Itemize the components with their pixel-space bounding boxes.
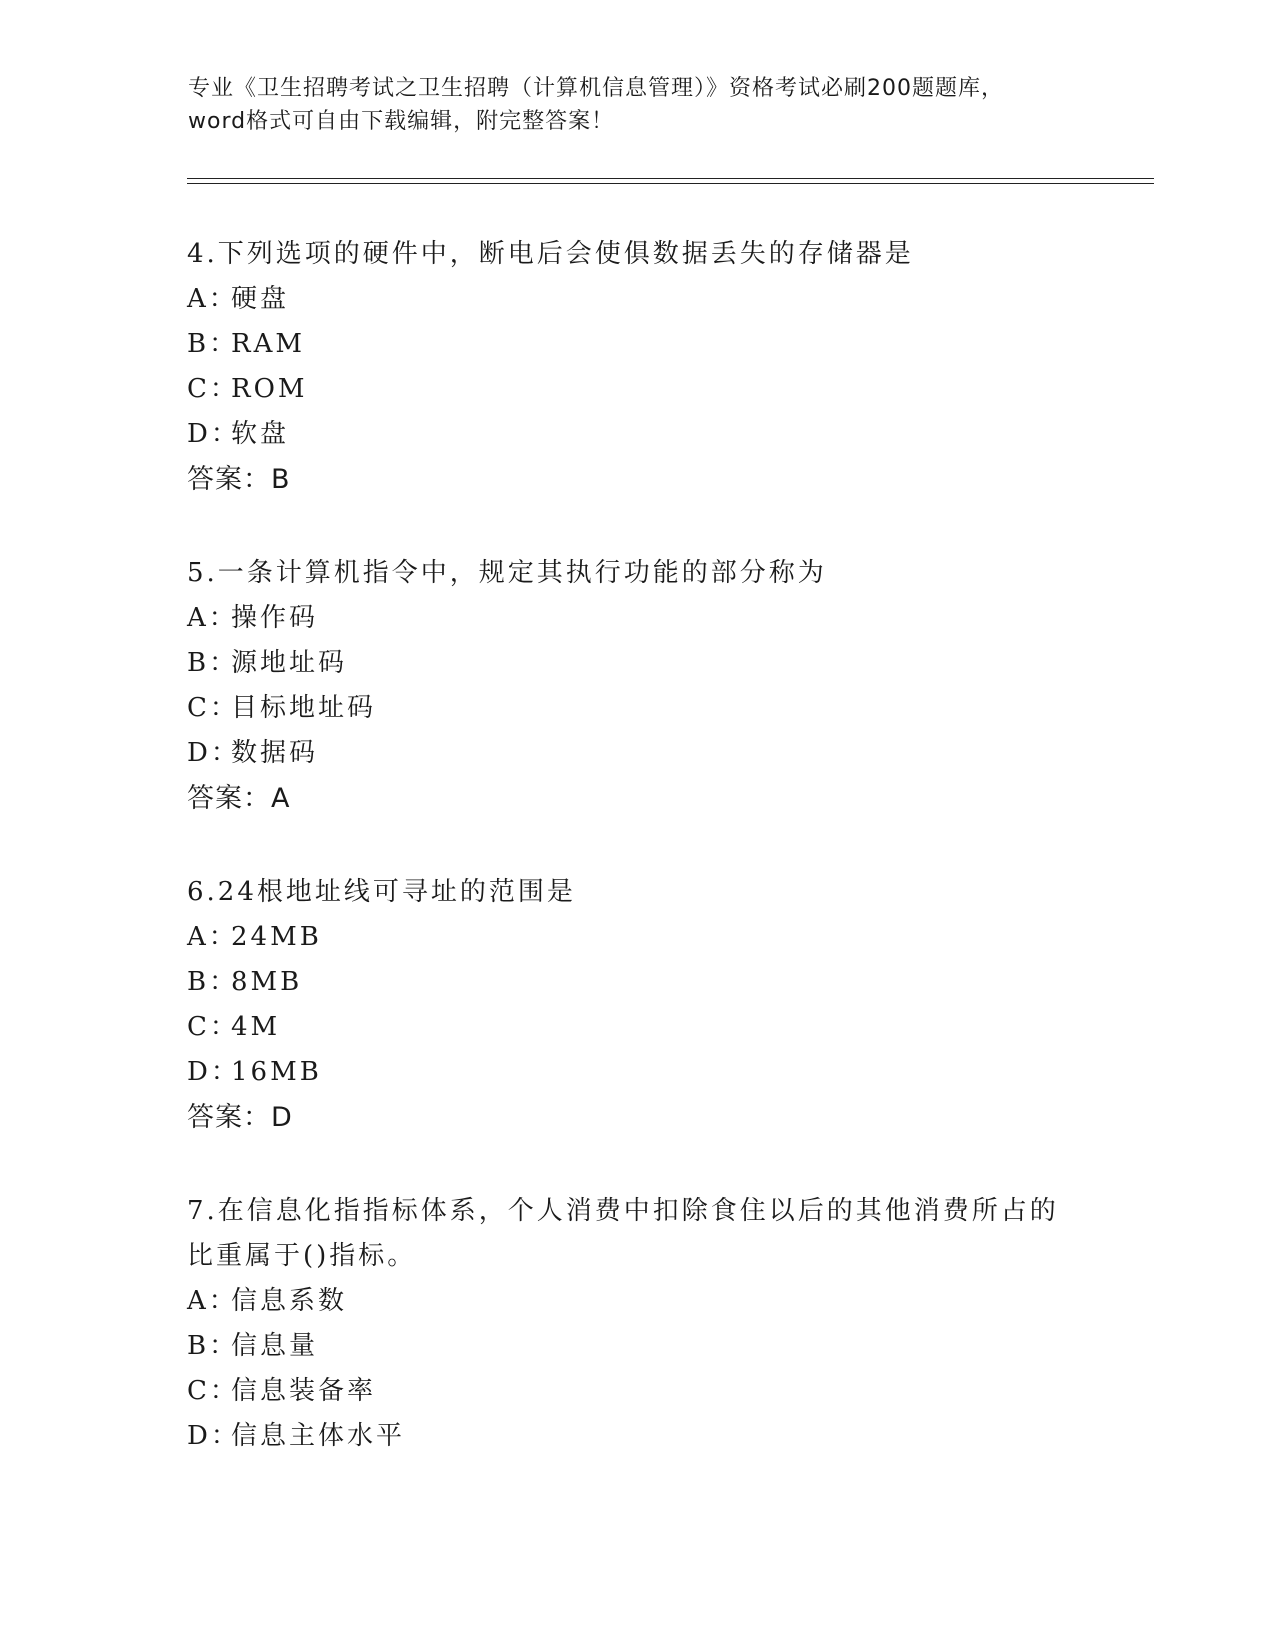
option-c: [187, 1005, 1087, 1050]
option-key: A：: [187, 922, 238, 952]
header-line-2: word格式可自由下载编辑，附完整答案！: [188, 109, 615, 134]
option-d: [187, 1050, 1087, 1095]
question-stem: 5.一条计算机指令中，规定其执行功能的部分称为: [187, 558, 827, 588]
option-b: [187, 641, 1087, 686]
option-text: ROM: [231, 374, 308, 404]
option-d: [187, 731, 1087, 776]
option-c: [187, 686, 1087, 731]
option-text: 信息系数: [231, 1286, 348, 1316]
question-4: [187, 232, 1087, 502]
option-key: D：: [187, 738, 240, 768]
option-a: [187, 915, 1087, 960]
option-key: D：: [187, 1057, 240, 1087]
option-text: 信息装备率: [231, 1376, 377, 1406]
question-stem: 4.下列选项的硬件中，断电后会使俱数据丢失的存储器是: [187, 239, 914, 269]
option-key: A：: [187, 1286, 238, 1316]
option-key: B：: [187, 967, 239, 997]
option-c: [187, 367, 1087, 412]
answer-line: 答案：D: [187, 1102, 293, 1133]
option-a: [187, 277, 1087, 322]
option-text: 操作码: [231, 603, 319, 633]
header-divider-bottom: [187, 183, 1154, 184]
option-text: 4M: [231, 1012, 281, 1042]
header-divider-top: [187, 178, 1154, 179]
option-key: C：: [187, 1012, 239, 1042]
option-key: A：: [187, 284, 238, 314]
option-b: [187, 1324, 1087, 1369]
option-text: 信息主体水平: [231, 1421, 406, 1451]
option-text: 信息量: [231, 1331, 319, 1361]
option-key: B：: [187, 648, 239, 678]
option-b: [187, 960, 1087, 1005]
option-key: B：: [187, 329, 239, 359]
option-key: D：: [187, 419, 240, 449]
option-text: 8MB: [231, 967, 303, 997]
option-text: 目标地址码: [231, 693, 377, 723]
option-key: B：: [187, 1331, 239, 1361]
option-text: 24MB: [231, 922, 322, 952]
option-c: [187, 1369, 1087, 1414]
option-key: C：: [187, 374, 239, 404]
question-6: [187, 870, 1087, 1140]
option-key: C：: [187, 693, 239, 723]
option-text: 源地址码: [231, 648, 348, 678]
option-key: C：: [187, 1376, 239, 1406]
answer-line: 答案：B: [187, 464, 291, 495]
question-stem: 7.在信息化指指标体系，个人消费中扣除食住以后的其他消费所占的比重属于()指标。: [187, 1196, 1059, 1271]
option-text: 软盘: [231, 419, 290, 449]
option-d: [187, 412, 1087, 457]
option-b: [187, 322, 1087, 367]
question-5: [187, 551, 1087, 821]
document-header: [188, 72, 1088, 138]
option-d: [187, 1414, 1087, 1459]
option-text: 16MB: [231, 1057, 322, 1087]
question-stem: 6.24根地址线可寻址的范围是: [187, 877, 576, 907]
option-text: 硬盘: [231, 284, 290, 314]
option-text: RAM: [231, 329, 305, 359]
option-key: D：: [187, 1421, 240, 1451]
answer-line: 答案：A: [187, 783, 291, 814]
option-a: [187, 596, 1087, 641]
option-a: [187, 1279, 1087, 1324]
option-key: A：: [187, 603, 238, 633]
option-text: 数据码: [231, 738, 319, 768]
question-7: [187, 1189, 1087, 1459]
header-line-1: 专业《卫生招聘考试之卫生招聘（计算机信息管理）》资格考试必刷200题题库，: [188, 76, 1004, 101]
